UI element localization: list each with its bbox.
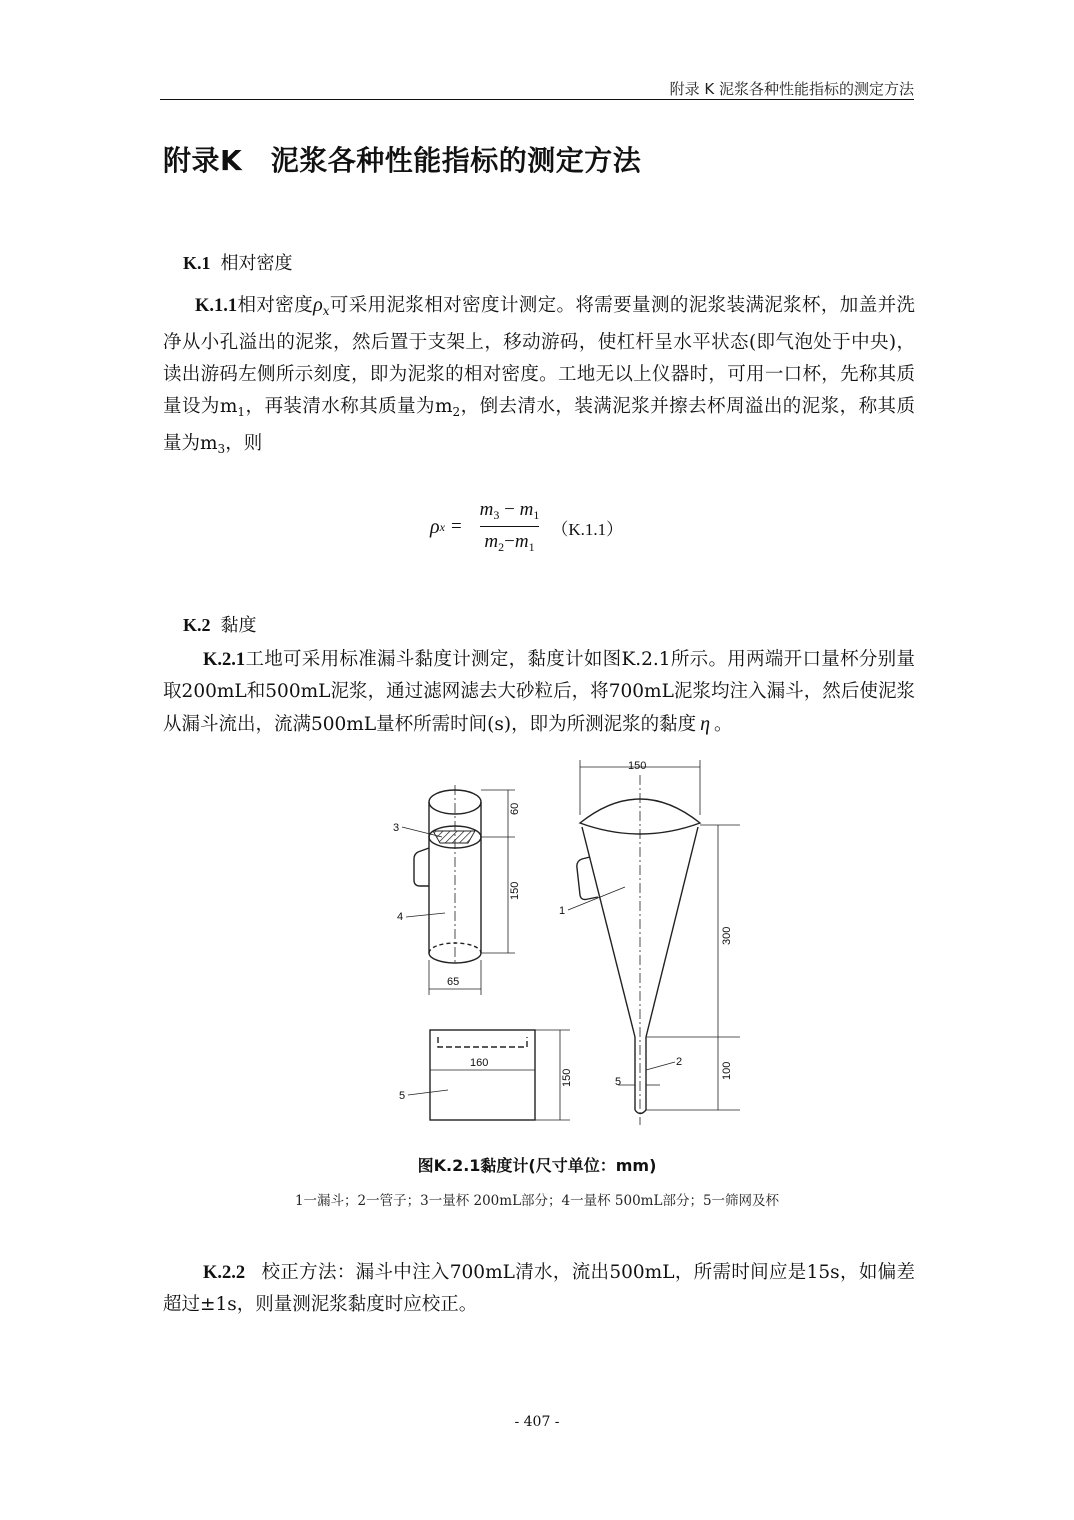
subscript: x [322,304,330,318]
part-label: 5 [399,1090,406,1102]
subscript: 1 [237,405,246,419]
subscript: 2 [498,540,505,554]
text-run: ，倒去清水，装满泥浆并擦去杯周溢出的泥浆，称其质量为m [163,396,915,454]
subscript: x [439,519,445,534]
page-number: - 407 - [514,1414,560,1430]
section-heading-k1 [183,249,293,275]
subscript: 2 [452,405,461,419]
formula-k1-1 [430,497,623,557]
dim-label: 65 [447,976,460,988]
sieve-cup-drawing [408,1030,570,1120]
rho-symbol: ρ [313,294,323,316]
var: m [514,531,529,552]
fraction-numerator [476,499,544,526]
section-title: 相对密度 [220,253,293,274]
figure-legend: 1一漏斗；2一管子；3一量杯 200mL部分；4一量杯 500mL部分；5一筛网及杯 [294,1193,780,1209]
formula-lhs: ρ [430,515,440,538]
subscript: 3 [493,508,500,522]
part-label: 3 [393,822,400,834]
measuring-cup-drawing [402,785,515,995]
text-run: 。 [714,714,733,735]
fraction [476,499,544,555]
var: m [479,499,494,520]
var: m [519,499,534,520]
figure-caption: 图K.2.1黏度计(尺寸单位：mm) [417,1156,657,1175]
part-label: 1 [559,905,566,917]
text-run: ，再装清水称其质量为m [245,396,453,417]
dim-label: 150 [628,760,647,772]
part-label: 2 [676,1056,683,1068]
equals-sign: = [450,516,462,537]
text-run: 校正方法：漏斗中注入700mL清水，流出500mL，所需时间应是15s，如偏差超过±1s，则量测泥浆黏度时应校正。 [163,1262,915,1315]
formula-label: （K.1.1） [551,519,624,539]
section-heading-k2 [183,611,257,637]
text-run: ，则 [225,433,263,454]
part-label: 4 [397,911,404,923]
var: m [484,531,499,552]
section-number: K.2 [183,615,211,635]
clause-number: K.1.1 [195,296,238,316]
header-rule [160,99,914,100]
dim-label: 60 [509,802,521,815]
viscometer-figure [370,755,750,1145]
text-run: 可采用泥浆相对密度计测定。将需要量测的泥浆装满泥浆杯，加盖并洗净从小孔溢出的泥浆，然后置于支架上，移动游码，使杠杆呈水平状态(即气泡处于中央)，读出游码左侧所示刻度，即为泥浆的相对密度。工地无以上仪器时，可用一口杯，先称其质量设为m [163,295,915,417]
page-title: 附录K 泥浆各种性能指标的测定方法 [163,144,642,177]
paragraph-k2-2 [163,1257,915,1321]
eta-symbol: η [700,713,710,735]
paragraph-k1-1 [163,289,915,465]
dim-label: 160 [470,1057,489,1069]
section-title: 黏度 [220,615,257,636]
dim-label: 150 [509,881,521,900]
clause-number: K.2.1 [203,650,246,670]
text-run: 工地可采用标准漏斗黏度计测定，黏度计如图K.2.1所示。用两端开口量杯分别量取200mL和500mL泥浆，通过滤网滤去大砂粒后，将700mL泥浆均注入漏斗，然后使泥浆从漏斗流出，流满500mL量杯所需时间(s)，即为所测泥浆的黏度 [163,649,915,735]
clause-number: K.2.2 [203,1263,246,1283]
dim-label: 300 [721,926,733,945]
operator: − [499,499,520,520]
subscript: 3 [217,442,226,456]
fraction-denominator [480,526,538,555]
dim-label: 5 [615,1076,622,1088]
operator: − [504,531,515,552]
dim-label: 100 [721,1061,733,1080]
paragraph-k2-1 [163,644,915,741]
subscript: 1 [533,508,540,522]
running-header: 附录 K 泥浆各种性能指标的测定方法 [669,80,914,98]
subscript: 1 [528,540,535,554]
dim-label: 150 [561,1068,573,1087]
section-number: K.1 [183,253,211,273]
text-run: 相对密度 [237,295,314,316]
funnel-drawing [568,760,740,1125]
